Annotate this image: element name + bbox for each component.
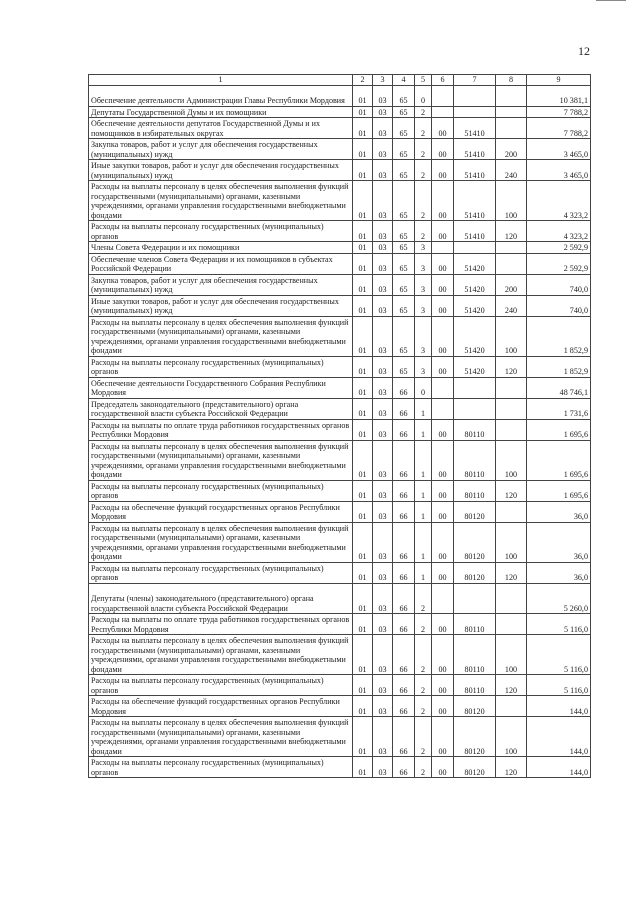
code-group: 00 (432, 160, 454, 181)
code-direction (454, 242, 496, 254)
column-header: 3 (373, 75, 393, 86)
code-section: 01 (353, 480, 373, 501)
code-group: 00 (432, 221, 454, 242)
code-group: 00 (432, 614, 454, 635)
code-expense-type: 120 (496, 356, 527, 377)
table-row (89, 419, 591, 440)
code-subprogram: 2 (415, 221, 432, 242)
code-subsection: 03 (373, 253, 393, 274)
code-direction: 51420 (454, 356, 496, 377)
code-section: 01 (353, 85, 373, 106)
table-row (89, 160, 591, 181)
table-row (89, 696, 591, 717)
row-sum: 3 465,0 (527, 139, 591, 160)
code-program: 65 (393, 316, 415, 356)
row-sum: 1 695,6 (527, 440, 591, 480)
code-subprogram: 1 (415, 562, 432, 583)
table-row (89, 398, 591, 419)
code-expense-type: 240 (496, 295, 527, 316)
table-row (89, 295, 591, 316)
code-subprogram: 2 (415, 675, 432, 696)
code-direction (454, 106, 496, 118)
table-row (89, 181, 591, 221)
code-program: 65 (393, 139, 415, 160)
code-program: 66 (393, 583, 415, 614)
code-section: 01 (353, 440, 373, 480)
code-direction: 80120 (454, 501, 496, 522)
column-header: 6 (432, 75, 454, 86)
code-program: 65 (393, 221, 415, 242)
code-subsection: 03 (373, 562, 393, 583)
code-subsection: 03 (373, 356, 393, 377)
code-group: 00 (432, 295, 454, 316)
code-program: 66 (393, 696, 415, 717)
code-group: 00 (432, 562, 454, 583)
code-direction: 51410 (454, 118, 496, 139)
code-subsection: 03 (373, 181, 393, 221)
code-group: 00 (432, 139, 454, 160)
code-subprogram: 3 (415, 253, 432, 274)
code-section: 01 (353, 562, 373, 583)
code-subsection: 03 (373, 757, 393, 778)
table-row (89, 274, 591, 295)
code-program: 65 (393, 181, 415, 221)
code-subprogram: 3 (415, 356, 432, 377)
row-name: Закупка товаров, работ и услуг для обеспечения государственных (муниципальных) нужд (89, 139, 353, 160)
table-row (89, 316, 591, 356)
row-sum: 10 381,1 (527, 85, 591, 106)
row-name: Расходы на выплаты персоналу государственных (муниципальных) органов (89, 757, 353, 778)
code-subprogram: 2 (415, 139, 432, 160)
code-section: 01 (353, 419, 373, 440)
code-section: 01 (353, 356, 373, 377)
code-expense-type (496, 419, 527, 440)
code-subprogram: 2 (415, 181, 432, 221)
code-group: 00 (432, 635, 454, 675)
code-subsection: 03 (373, 118, 393, 139)
code-program: 66 (393, 419, 415, 440)
row-sum: 144,0 (527, 757, 591, 778)
row-sum: 7 788,2 (527, 118, 591, 139)
code-expense-type (496, 106, 527, 118)
column-header: 8 (496, 75, 527, 86)
code-direction: 51420 (454, 274, 496, 295)
row-sum: 5 116,0 (527, 614, 591, 635)
code-subsection: 03 (373, 316, 393, 356)
code-section: 01 (353, 717, 373, 757)
code-program: 65 (393, 253, 415, 274)
row-sum: 5 116,0 (527, 675, 591, 696)
row-name: Расходы на выплаты персоналу в целях обеспечения выполнения функций государственными (муниципальными) органами, казенными учреждениями, органами управления государственными внебюджетными фондами (89, 522, 353, 562)
row-name: Члены Совета Федерации и их помощники (89, 242, 353, 254)
column-header: 9 (527, 75, 591, 86)
code-group: 00 (432, 717, 454, 757)
code-section: 01 (353, 316, 373, 356)
table-row (89, 253, 591, 274)
row-sum: 144,0 (527, 696, 591, 717)
row-sum: 3 465,0 (527, 160, 591, 181)
code-subsection: 03 (373, 242, 393, 254)
row-name: Расходы на выплаты персоналу в целях обеспечения выполнения функций государственными (муниципальными) органами, казенными учреждениями, органами управления государственными внебюджетными фондами (89, 717, 353, 757)
code-group: 00 (432, 356, 454, 377)
column-header: 2 (353, 75, 373, 86)
code-subprogram: 2 (415, 757, 432, 778)
code-section: 01 (353, 106, 373, 118)
code-group (432, 583, 454, 614)
table-row (89, 356, 591, 377)
row-sum: 144,0 (527, 717, 591, 757)
column-header: 4 (393, 75, 415, 86)
code-direction: 80120 (454, 757, 496, 778)
code-subprogram: 1 (415, 398, 432, 419)
code-program: 65 (393, 242, 415, 254)
code-group: 00 (432, 274, 454, 295)
code-subprogram: 2 (415, 717, 432, 757)
table-row (89, 118, 591, 139)
code-subsection: 03 (373, 419, 393, 440)
table-row (89, 675, 591, 696)
code-direction: 80110 (454, 480, 496, 501)
code-subsection: 03 (373, 675, 393, 696)
code-group (432, 242, 454, 254)
code-subsection: 03 (373, 85, 393, 106)
table-row (89, 583, 591, 614)
row-sum: 1 852,9 (527, 356, 591, 377)
code-direction: 80120 (454, 522, 496, 562)
code-group (432, 106, 454, 118)
code-expense-type: 100 (496, 181, 527, 221)
code-section: 01 (353, 295, 373, 316)
code-section: 01 (353, 221, 373, 242)
code-program: 66 (393, 377, 415, 398)
code-expense-type (496, 614, 527, 635)
code-direction: 80110 (454, 614, 496, 635)
code-direction: 80110 (454, 675, 496, 696)
code-section: 01 (353, 242, 373, 254)
code-group: 00 (432, 419, 454, 440)
row-name: Расходы на обеспечение функций государственных органов Республики Мордовия (89, 501, 353, 522)
code-direction: 80110 (454, 635, 496, 675)
code-section: 01 (353, 614, 373, 635)
table-body (89, 85, 591, 778)
code-group: 00 (432, 501, 454, 522)
row-sum: 4 323,2 (527, 221, 591, 242)
code-section: 01 (353, 635, 373, 675)
row-sum: 48 746,1 (527, 377, 591, 398)
row-name: Расходы на обеспечение функций государственных органов Республики Мордовия (89, 696, 353, 717)
code-subsection: 03 (373, 106, 393, 118)
row-sum: 740,0 (527, 295, 591, 316)
table-row (89, 377, 591, 398)
code-group: 00 (432, 675, 454, 696)
code-subsection: 03 (373, 635, 393, 675)
code-section: 01 (353, 118, 373, 139)
code-subsection: 03 (373, 295, 393, 316)
code-expense-type: 100 (496, 440, 527, 480)
column-header: 7 (454, 75, 496, 86)
code-subsection: 03 (373, 221, 393, 242)
code-expense-type (496, 377, 527, 398)
code-direction: 51410 (454, 160, 496, 181)
code-subsection: 03 (373, 274, 393, 295)
code-expense-type: 200 (496, 139, 527, 160)
code-subprogram: 2 (415, 614, 432, 635)
code-expense-type (496, 85, 527, 106)
code-expense-type: 120 (496, 675, 527, 696)
code-section: 01 (353, 757, 373, 778)
code-group: 00 (432, 522, 454, 562)
table-row (89, 480, 591, 501)
code-expense-type: 100 (496, 635, 527, 675)
code-section: 01 (353, 501, 373, 522)
row-sum: 7 788,2 (527, 106, 591, 118)
table-row (89, 221, 591, 242)
row-sum: 36,0 (527, 522, 591, 562)
row-sum: 2 592,9 (527, 242, 591, 254)
code-expense-type: 200 (496, 274, 527, 295)
code-subsection: 03 (373, 614, 393, 635)
code-subsection: 03 (373, 522, 393, 562)
code-subprogram: 2 (415, 696, 432, 717)
code-section: 01 (353, 696, 373, 717)
code-group (432, 377, 454, 398)
row-sum: 36,0 (527, 562, 591, 583)
table-row (89, 717, 591, 757)
code-subsection: 03 (373, 696, 393, 717)
code-program: 66 (393, 480, 415, 501)
code-group: 00 (432, 440, 454, 480)
table-row (89, 614, 591, 635)
code-section: 01 (353, 274, 373, 295)
code-group: 00 (432, 696, 454, 717)
row-sum: 1 731,6 (527, 398, 591, 419)
row-name: Расходы на выплаты персоналу в целях обеспечения выполнения функций государственными (муниципальными) органами, казенными учреждениями, органами управления государственными внебюджетными фондами (89, 316, 353, 356)
code-direction (454, 398, 496, 419)
column-header: 1 (89, 75, 353, 86)
row-name: Председатель законодательного (представительного) органа государственной власти субъекта Российской Федерации (89, 398, 353, 419)
row-sum: 1 695,6 (527, 480, 591, 501)
row-name: Расходы на выплаты персоналу в целях обеспечения выполнения функций государственными (муниципальными) органами, казенными учреждениями, органами управления государственными внебюджетными фондами (89, 440, 353, 480)
table-row (89, 85, 591, 106)
table-row (89, 139, 591, 160)
code-program: 66 (393, 675, 415, 696)
code-expense-type (496, 253, 527, 274)
code-program: 65 (393, 295, 415, 316)
code-direction: 80120 (454, 696, 496, 717)
row-name: Обеспечение членов Совета Федерации и их помощников в субъектах Российской Федерации (89, 253, 353, 274)
code-program: 65 (393, 274, 415, 295)
code-subprogram: 2 (415, 160, 432, 181)
code-program: 65 (393, 356, 415, 377)
row-name: Депутаты Государственной Думы и их помощники (89, 106, 353, 118)
code-subprogram: 2 (415, 118, 432, 139)
code-direction: 51420 (454, 253, 496, 274)
row-sum: 740,0 (527, 274, 591, 295)
code-expense-type: 120 (496, 480, 527, 501)
code-expense-type: 240 (496, 160, 527, 181)
code-direction: 51420 (454, 316, 496, 356)
row-name: Обеспечение деятельности депутатов Государственной Думы и их помощников в избирательных округах (89, 118, 353, 139)
row-name: Расходы на выплаты персоналу государственных (муниципальных) органов (89, 675, 353, 696)
code-subsection: 03 (373, 160, 393, 181)
code-subprogram: 3 (415, 274, 432, 295)
table-row (89, 522, 591, 562)
code-direction: 80120 (454, 562, 496, 583)
code-program: 66 (393, 614, 415, 635)
code-subprogram: 3 (415, 295, 432, 316)
row-name: Расходы на выплаты персоналу государственных (муниципальных) органов (89, 221, 353, 242)
table-row (89, 106, 591, 118)
code-expense-type (496, 398, 527, 419)
code-program: 66 (393, 717, 415, 757)
code-direction: 51410 (454, 139, 496, 160)
row-name: Иные закупки товаров, работ и услуг для обеспечения государственных (муниципальных) нужд (89, 160, 353, 181)
code-subprogram: 2 (415, 583, 432, 614)
row-name: Расходы на выплаты по оплате труда работников государственных органов Республики Мордовия (89, 614, 353, 635)
code-subprogram: 1 (415, 419, 432, 440)
code-expense-type (496, 583, 527, 614)
row-name: Депутаты (члены) законодательного (представительного) органа государственной власти субъекта Российской Федерации (89, 583, 353, 614)
code-group: 00 (432, 181, 454, 221)
code-subprogram: 2 (415, 106, 432, 118)
code-direction (454, 583, 496, 614)
code-program: 66 (393, 440, 415, 480)
code-expense-type (496, 242, 527, 254)
code-group: 00 (432, 253, 454, 274)
code-section: 01 (353, 181, 373, 221)
code-subsection: 03 (373, 139, 393, 160)
table-row (89, 242, 591, 254)
code-direction: 51410 (454, 181, 496, 221)
code-program: 65 (393, 160, 415, 181)
code-program: 65 (393, 85, 415, 106)
code-expense-type: 120 (496, 221, 527, 242)
code-direction: 80110 (454, 419, 496, 440)
code-subsection: 03 (373, 717, 393, 757)
row-name: Расходы на выплаты персоналу государственных (муниципальных) органов (89, 356, 353, 377)
code-subsection: 03 (373, 480, 393, 501)
code-section: 01 (353, 398, 373, 419)
code-program: 66 (393, 398, 415, 419)
code-subprogram: 1 (415, 522, 432, 562)
code-expense-type: 120 (496, 757, 527, 778)
code-subsection: 03 (373, 377, 393, 398)
row-sum: 5 116,0 (527, 635, 591, 675)
code-direction: 80110 (454, 440, 496, 480)
code-program: 66 (393, 522, 415, 562)
page-number: 12 (578, 44, 590, 58)
code-direction: 51410 (454, 221, 496, 242)
code-subprogram: 2 (415, 635, 432, 675)
code-section: 01 (353, 675, 373, 696)
table-row (89, 635, 591, 675)
code-subsection: 03 (373, 398, 393, 419)
code-expense-type (496, 696, 527, 717)
code-subprogram: 3 (415, 316, 432, 356)
row-sum: 1 852,9 (527, 316, 591, 356)
code-group (432, 398, 454, 419)
code-expense-type: 120 (496, 562, 527, 583)
row-sum: 1 695,6 (527, 419, 591, 440)
row-name: Расходы на выплаты персоналу в целях обеспечения выполнения функций государственными (муниципальными) органами, казенными учреждениями, органами управления государственными внебюджетными фондами (89, 181, 353, 221)
column-header: 5 (415, 75, 432, 86)
code-program: 66 (393, 562, 415, 583)
row-name: Обеспечение деятельности Государственного Собрания Республики Мордовия (89, 377, 353, 398)
table-row (89, 501, 591, 522)
code-subprogram: 0 (415, 85, 432, 106)
code-group: 00 (432, 316, 454, 356)
code-section: 01 (353, 377, 373, 398)
row-name: Расходы на выплаты по оплате труда работников государственных органов Республики Мордовия (89, 419, 353, 440)
code-group: 00 (432, 118, 454, 139)
code-subprogram: 0 (415, 377, 432, 398)
code-program: 65 (393, 118, 415, 139)
code-direction (454, 377, 496, 398)
table-row (89, 440, 591, 480)
code-subprogram: 1 (415, 501, 432, 522)
code-program: 66 (393, 635, 415, 675)
code-section: 01 (353, 583, 373, 614)
table-row (89, 562, 591, 583)
code-group (432, 85, 454, 106)
code-expense-type: 100 (496, 316, 527, 356)
code-subsection: 03 (373, 583, 393, 614)
code-section: 01 (353, 522, 373, 562)
code-expense-type: 100 (496, 522, 527, 562)
row-name: Иные закупки товаров, работ и услуг для обеспечения государственных (муниципальных) нужд (89, 295, 353, 316)
code-expense-type (496, 501, 527, 522)
row-name: Расходы на выплаты персоналу в целях обеспечения выполнения функций государственными (муниципальными) органами, казенными учреждениями, органами управления государственными внебюджетными фондами (89, 635, 353, 675)
row-sum: 2 592,9 (527, 253, 591, 274)
code-subsection: 03 (373, 440, 393, 480)
code-program: 66 (393, 757, 415, 778)
code-subprogram: 1 (415, 480, 432, 501)
code-program: 65 (393, 106, 415, 118)
code-subprogram: 3 (415, 242, 432, 254)
row-sum: 5 260,0 (527, 583, 591, 614)
code-direction: 51420 (454, 295, 496, 316)
row-sum: 36,0 (527, 501, 591, 522)
row-name: Обеспечение деятельности Администрации Главы Республики Мордовия (89, 85, 353, 106)
code-group: 00 (432, 480, 454, 501)
table-row (89, 757, 591, 778)
code-section: 01 (353, 139, 373, 160)
code-expense-type: 100 (496, 717, 527, 757)
code-program: 66 (393, 501, 415, 522)
column-header-row (89, 75, 591, 86)
code-subsection: 03 (373, 501, 393, 522)
row-name: Расходы на выплаты персоналу государственных (муниципальных) органов (89, 480, 353, 501)
code-expense-type (496, 118, 527, 139)
code-direction (454, 85, 496, 106)
row-name: Расходы на выплаты персоналу государственных (муниципальных) органов (89, 562, 353, 583)
scan-mark (596, 0, 626, 4)
budget-table (88, 74, 591, 778)
code-direction: 80120 (454, 717, 496, 757)
code-subprogram: 1 (415, 440, 432, 480)
code-section: 01 (353, 253, 373, 274)
row-sum: 4 323,2 (527, 181, 591, 221)
row-name: Закупка товаров, работ и услуг для обеспечения государственных (муниципальных) нужд (89, 274, 353, 295)
code-group: 00 (432, 757, 454, 778)
code-section: 01 (353, 160, 373, 181)
